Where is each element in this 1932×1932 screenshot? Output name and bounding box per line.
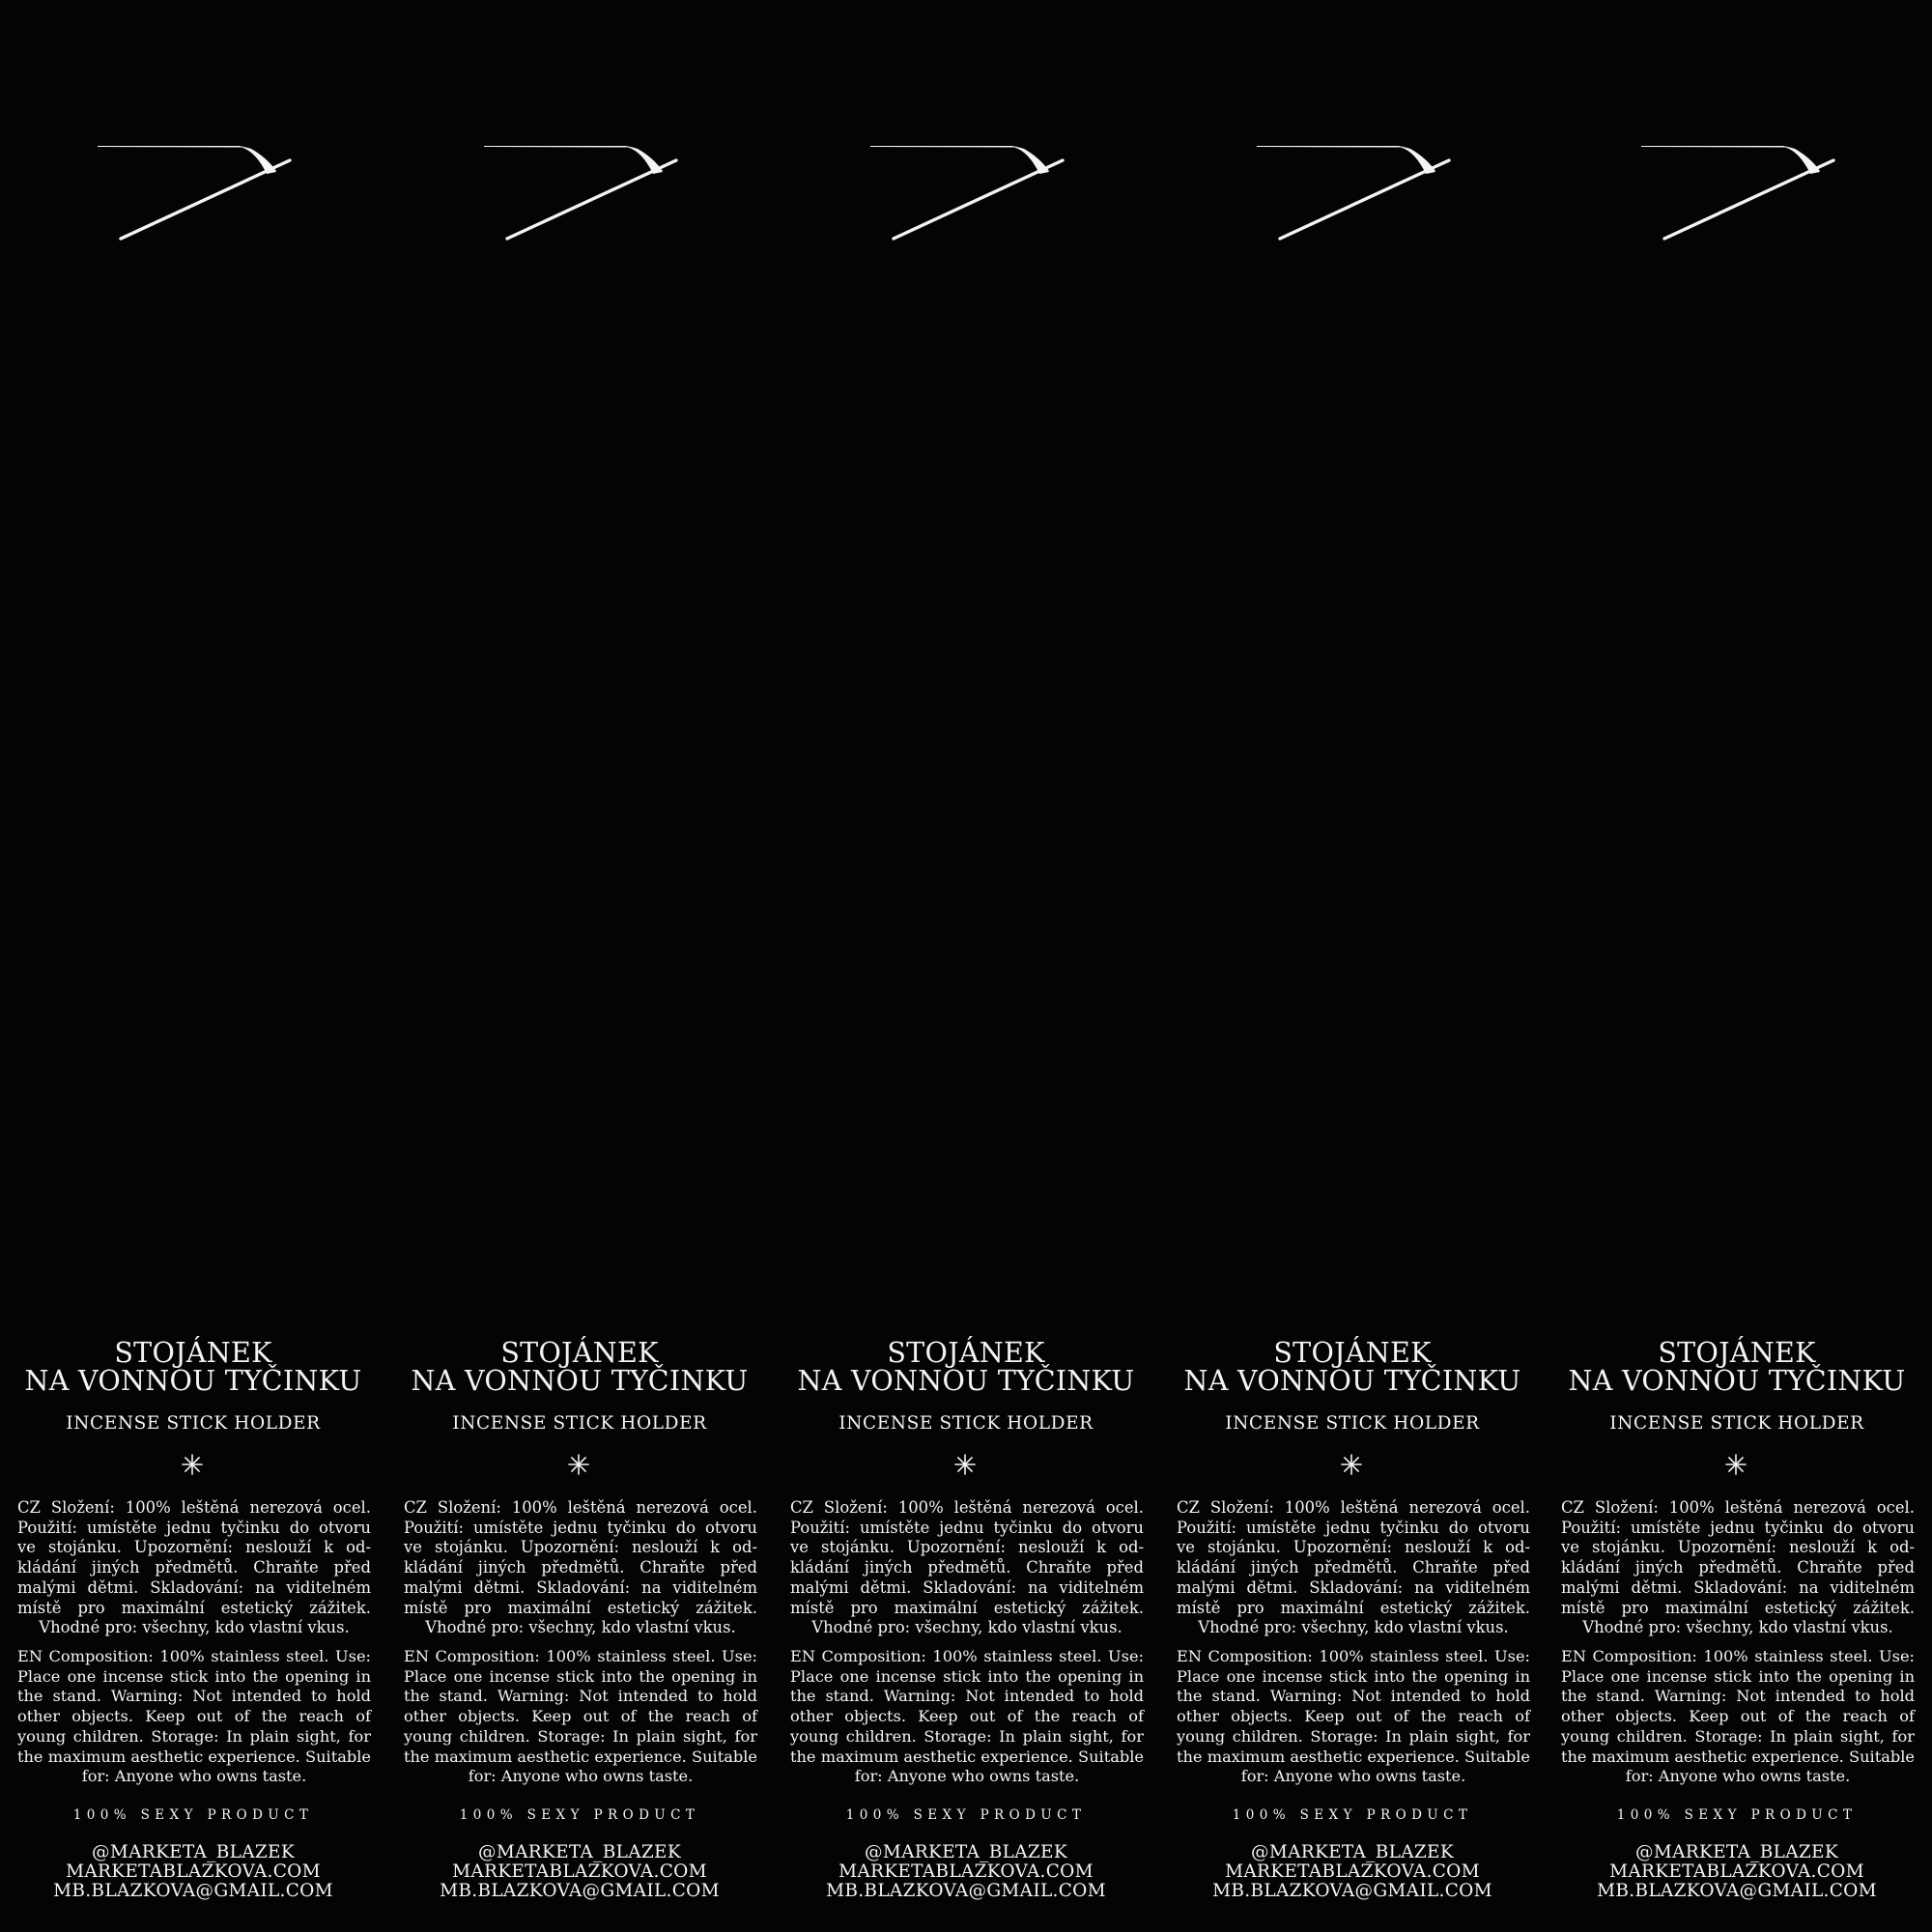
incense-stick-holder-logo xyxy=(97,143,295,242)
product-subtitle: INCENSE STICK HOLDER xyxy=(1609,1413,1864,1434)
product-label-3 xyxy=(773,0,1159,1932)
czech-description: CZ Složení: 100% leštěná nerezová ocel. Použití: umístěte jednu tyčinku do otvoru ve stojánku. Upozornění: neslouží k odkládání jiných předmětů. Chraňte před malými dětmi. Skladování: na viditelném místě pro maximální estetický zážitek. Vhodné pro: všechny, kdo vlastní vkus. xyxy=(1177,1498,1530,1637)
contact-block xyxy=(386,1843,773,1901)
contact-block xyxy=(1159,1843,1546,1901)
tagline: 100% SEXY PRODUCT xyxy=(72,1807,314,1823)
email: MB.BLAZKOVA@GMAIL.COM xyxy=(1597,1881,1877,1901)
product-label-5 xyxy=(1544,0,1930,1932)
english-description: EN Composition: 100% stainless steel. Use: Place one incense stick into the opening in the stand. Warning: Not intended to hold other objects. Keep out of the reach of young children. Storage: In plain sight, for the maximum aesthetic experience. Suitable for: Anyone who owns taste. xyxy=(790,1647,1144,1786)
product-title: STOJÁNEK NA VONNOU TYČINKU xyxy=(797,1337,1135,1397)
website: MARKETABLAZKOVA.COM xyxy=(1225,1861,1480,1882)
asterisk-icon xyxy=(567,1453,590,1476)
product-subtitle: INCENSE STICK HOLDER xyxy=(838,1413,1094,1434)
instagram-handle: @MARKETA_BLAZEK xyxy=(1635,1842,1838,1862)
contact-block xyxy=(1544,1843,1930,1901)
tagline: 100% SEXY PRODUCT xyxy=(845,1807,1087,1823)
instagram-handle: @MARKETA_BLAZEK xyxy=(478,1842,681,1862)
product-subtitle: INCENSE STICK HOLDER xyxy=(66,1413,321,1434)
product-label-1 xyxy=(0,0,386,1932)
incense-stick-holder-logo xyxy=(1640,143,1838,242)
czech-description: CZ Složení: 100% leštěná nerezová ocel. Použití: umístěte jednu tyčinku do otvoru ve stojánku. Upozornění: neslouží k odkládání jiných předmětů. Chraňte před malými dětmi. Skladování: na viditelném místě pro maximální estetický zážitek. Vhodné pro: všechny, kdo vlastní vkus. xyxy=(17,1498,371,1637)
email: MB.BLAZKOVA@GMAIL.COM xyxy=(1212,1881,1492,1901)
email: MB.BLAZKOVA@GMAIL.COM xyxy=(53,1881,333,1901)
product-title: STOJÁNEK NA VONNOU TYČINKU xyxy=(411,1337,749,1397)
product-title: STOJÁNEK NA VONNOU TYČINKU xyxy=(1568,1337,1906,1397)
product-title: STOJÁNEK NA VONNOU TYČINKU xyxy=(24,1337,362,1397)
email: MB.BLAZKOVA@GMAIL.COM xyxy=(440,1881,720,1901)
contact-block xyxy=(0,1843,386,1901)
instagram-handle: @MARKETA_BLAZEK xyxy=(865,1842,1067,1862)
product-subtitle: INCENSE STICK HOLDER xyxy=(452,1413,707,1434)
tagline: 100% SEXY PRODUCT xyxy=(1616,1807,1858,1823)
asterisk-icon xyxy=(181,1453,204,1476)
english-description: EN Composition: 100% stainless steel. Use: Place one incense stick into the opening in the stand. Warning: Not intended to hold other objects. Keep out of the reach of young children. Storage: In plain sight, for the maximum aesthetic experience. Suitable for: Anyone who owns taste. xyxy=(1177,1647,1530,1786)
instagram-handle: @MARKETA_BLAZEK xyxy=(92,1842,295,1862)
czech-description: CZ Složení: 100% leštěná nerezová ocel. Použití: umístěte jednu tyčinku do otvoru ve stojánku. Upozornění: neslouží k odkládání jiných předmětů. Chraňte před malými dětmi. Skladování: na viditelném místě pro maximální estetický zážitek. Vhodné pro: všechny, kdo vlastní vkus. xyxy=(1561,1498,1915,1637)
product-subtitle: INCENSE STICK HOLDER xyxy=(1225,1413,1480,1434)
website: MARKETABLAZKOVA.COM xyxy=(66,1861,321,1882)
czech-description: CZ Složení: 100% leštěná nerezová ocel. Použití: umístěte jednu tyčinku do otvoru ve stojánku. Upozornění: neslouží k odkládání jiných předmětů. Chraňte před malými dětmi. Skladování: na viditelném místě pro maximální estetický zážitek. Vhodné pro: všechny, kdo vlastní vkus. xyxy=(790,1498,1144,1637)
instagram-handle: @MARKETA_BLAZEK xyxy=(1251,1842,1454,1862)
email: MB.BLAZKOVA@GMAIL.COM xyxy=(826,1881,1106,1901)
product-label-4 xyxy=(1159,0,1546,1932)
website: MARKETABLAZKOVA.COM xyxy=(1609,1861,1864,1882)
english-description: EN Composition: 100% stainless steel. Use: Place one incense stick into the opening in the stand. Warning: Not intended to hold other objects. Keep out of the reach of young children. Storage: In plain sight, for the maximum aesthetic experience. Suitable for: Anyone who owns taste. xyxy=(404,1647,757,1786)
asterisk-icon xyxy=(1724,1453,1747,1476)
english-description: EN Composition: 100% stainless steel. Use: Place one incense stick into the opening in the stand. Warning: Not intended to hold other objects. Keep out of the reach of young children. Storage: In plain sight, for the maximum aesthetic experience. Suitable for: Anyone who owns taste. xyxy=(17,1647,371,1786)
asterisk-icon xyxy=(1340,1453,1363,1476)
czech-description: CZ Složení: 100% leštěná nerezová ocel. Použití: umístěte jednu tyčinku do otvoru ve stojánku. Upozornění: neslouží k odkládání jiných předmětů. Chraňte před malými dětmi. Skladování: na viditelném místě pro maximální estetický zážitek. Vhodné pro: všechny, kdo vlastní vkus. xyxy=(404,1498,757,1637)
website: MARKETABLAZKOVA.COM xyxy=(838,1861,1094,1882)
asterisk-icon xyxy=(953,1453,977,1476)
product-title: STOJÁNEK NA VONNOU TYČINKU xyxy=(1183,1337,1521,1397)
contact-block xyxy=(773,1843,1159,1901)
incense-stick-holder-logo xyxy=(1256,143,1454,242)
tagline: 100% SEXY PRODUCT xyxy=(1232,1807,1473,1823)
english-description: EN Composition: 100% stainless steel. Use: Place one incense stick into the opening in the stand. Warning: Not intended to hold other objects. Keep out of the reach of young children. Storage: In plain sight, for the maximum aesthetic experience. Suitable for: Anyone who owns taste. xyxy=(1561,1647,1915,1786)
incense-stick-holder-logo xyxy=(869,143,1067,242)
website: MARKETABLAZKOVA.COM xyxy=(452,1861,707,1882)
incense-stick-holder-logo xyxy=(483,143,681,242)
tagline: 100% SEXY PRODUCT xyxy=(459,1807,700,1823)
product-label-2 xyxy=(386,0,773,1932)
